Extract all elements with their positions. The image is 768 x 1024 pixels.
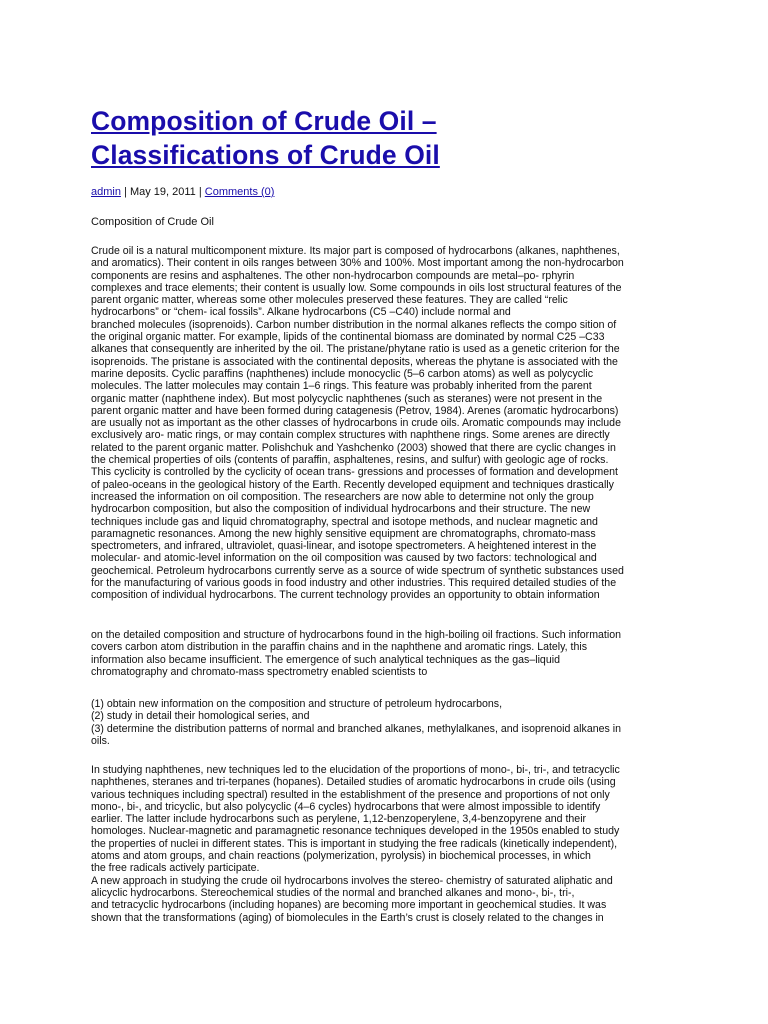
text-line: related to the parent organic matter. Polishchuk and Yashchenko (2003) showed that there are cyclic changes in: [91, 441, 616, 454]
text-line: the free radicals actively participate.: [91, 862, 260, 875]
text-line: geochemical. Petroleum hydrocarbons currently serve as a source of wide spectrum of synthetic substances used: [91, 564, 624, 577]
title-line-1[interactable]: Composition of Crude Oil –: [91, 106, 437, 136]
text-line: (1) obtain new information on the composition and structure of petroleum hydrocarbons,: [91, 698, 503, 710]
text-line: This cyclicity is controlled by the cyclicity of ocean trans- gressions and processes of formation and development: [91, 466, 618, 479]
comments-link[interactable]: Comments (0): [204, 186, 275, 198]
text-line: the properties of nuclei in different states. This is important in studying the free radicals (kinetically independent),: [91, 837, 618, 850]
text-line: information also became insufficient. The emergence of such analytical techniques as the gas–liquid: [91, 653, 560, 666]
text-line: the original organic matter. For example, lipids of the continental biomass are dominated by normal C25 –C33: [91, 331, 605, 344]
text-line: for the manufacturing of various goods in food industry and other industries. This required detailed studies of the: [91, 577, 617, 590]
paragraph-list: [91, 698, 681, 747]
meta-separator: |: [195, 186, 205, 198]
text-line: oils.: [91, 734, 110, 747]
text-line: composition of individual hydrocarbons. The current technology provides an opportunity to obtain information: [91, 589, 600, 602]
text-line: paramagnetic resonances. Among the new highly sensitive equipment are chromatographs, chromato-mass: [91, 527, 596, 540]
text-line: are usually not as important as the other classes of hydrocarbons in crude oils. Aromatic compounds may include: [91, 417, 621, 430]
text-line: and tetracyclic hydrocarbons (including hopanes) are becoming more important in geochemical studies. It was: [91, 899, 607, 912]
text-line: and aromatics). Their content in oils ranges between 30% and 100%. Most important among the non-hydrocarbon: [91, 257, 624, 270]
text-line: molecules. The latter molecules may contain 1–6 rings. This feature was probably inherited from the parent: [91, 380, 592, 393]
text-line: exclusively aro- matic rings, or may contain complex structures with naphthene rings. Some arenes are directly: [91, 429, 610, 442]
text-line: on the detailed composition and structure of hydrocarbons found in the high-boiling oil fractions. Such information: [91, 629, 622, 641]
author-link[interactable]: admin: [91, 186, 121, 198]
text-line: parent organic matter, whereas some other molecules preserved these features. They are called “relic: [91, 294, 568, 307]
text-line: (3) determine the distribution patterns of normal and branched alkanes, methylalkanes, and isoprenoid alkanes in: [91, 722, 621, 735]
text-line: hydrocarbon composition, but also the composition of individual hydrocarbons and their structure. The new: [91, 503, 591, 516]
article-title-link[interactable]: [91, 104, 681, 172]
text-line: organic matter (naphthene index). But most polycyclic naphthenes (such as steranes) were not present in the: [91, 392, 603, 405]
paragraph-naphthenes: [91, 764, 681, 924]
paragraph-intro: [91, 245, 681, 602]
text-line: alkanes that consequently are inherited by the oil. The pristane/phytane ratio is used as a genetic criterion for the: [91, 343, 620, 356]
title-line-2[interactable]: Classifications of Crude Oil: [91, 140, 440, 170]
text-line: alicyclic hydrocarbons. Stereochemical studies of the normal and branched alkanes and mono-, bi-, tri-,: [91, 886, 575, 899]
text-line: increased the information on oil composition. The researchers are now able to determine not only the group: [91, 490, 594, 503]
text-line: techniques include gas and liquid chromatography, spectral and isotope methods, and nuclear magnetic and: [91, 515, 598, 528]
text-line: A new approach in studying the crude oil hydrocarbons involves the stereo- chemistry of saturated aliphatic and: [91, 874, 613, 887]
text-line: mono-, bi-, and tricyclic, but also polycyclic (4–6 cycles) hydrocarbons that were almost impossible to identify: [91, 800, 601, 813]
section-heading: Composition of Crude Oil: [91, 216, 214, 228]
text-line: molecular- and atomic-level information on the oil composition was caused by two factors: technological and: [91, 552, 597, 565]
text-line: shown that the transformations (aging) of biomolecules in the Earth’s crust is closely related to the changes in: [91, 911, 604, 924]
text-line: In studying naphthenes, new techniques led to the elucidation of the proportions of mono-, bi-, tri-, and tetracyclic: [91, 764, 620, 776]
text-line: components are resins and asphaltenes. The other non-hydrocarbon compounds are metal–po- rphyrin: [91, 269, 575, 282]
text-line: marine deposits. Cyclic paraffins (naphthenes) include monocyclic (5–6 carbon atoms) as well as polycyclic: [91, 367, 594, 380]
text-line: of paleo-oceans in the geological history of the Earth. Recently developed equipment and techniques drastically: [91, 478, 614, 491]
text-line: parent organic matter and have been formed during catagenesis (Petrov, 1984). Arenes (aromatic hydrocarbons): [91, 404, 619, 417]
text-line: earlier. The latter include hydrocarbons such as perylene, 1,12-benzoperylene, 3,4-benzopyrene and their: [91, 813, 587, 826]
text-line: the chemical properties of oils (contents of paraffin, asphaltenes, resins, and sulfur) with geologic age of rocks.: [91, 454, 609, 467]
text-line: (2) study in detail their homological series, and: [91, 710, 310, 723]
text-line: covers carbon atom distribution in the paraffin chains and in the naphthene and aromatic rings. Lately, this: [91, 641, 588, 654]
text-line: naphthenes, steranes and tri-terpanes (hopanes). Detailed studies of aromatic hydrocarbons in crude oils (using: [91, 776, 616, 789]
meta-separator: |: [120, 186, 130, 198]
text-line: hydrocarbons” or “chem- ical fossils”. Alkane hydrocarbons (C5 –C40) include normal and: [91, 306, 511, 319]
post-date: May 19, 2011: [129, 186, 196, 198]
text-line: spectrometers, and infrared, ultraviolet, quasi-linear, and isotope spectrometers. A heightened interest in the: [91, 540, 597, 553]
paragraph-techniques: [91, 629, 681, 678]
text-line: branched molecules (isoprenoids). Carbon number distribution in the normal alkanes reflects the compo sition of: [91, 318, 617, 331]
text-line: homologes. Nuclear-magnetic and paramagnetic resonance techniques developed in the 1950s enabled to study: [91, 825, 620, 838]
text-line: atoms and atom groups, and chain reactions (polymerization, pyrolysis) in biochemical processes, in which: [91, 850, 591, 863]
post-meta: [91, 185, 274, 199]
text-line: various techniques including spectral) resulted in the establishment of the presence and proportions of not only: [91, 788, 610, 801]
text-line: complexes and trace elements; their content is usually low. Some compounds in oils lost structural features of the: [91, 281, 622, 294]
text-line: Crude oil is a natural multicomponent mixture. Its major part is composed of hydrocarbons (alkanes, naphthenes,: [91, 245, 620, 257]
text-line: chromatography and chromato-mass spectrometry enabled scientists to: [91, 665, 428, 678]
text-line: isoprenoids. The pristane is associated with the continental deposits, whereas the phytane is associated with the: [91, 355, 618, 368]
